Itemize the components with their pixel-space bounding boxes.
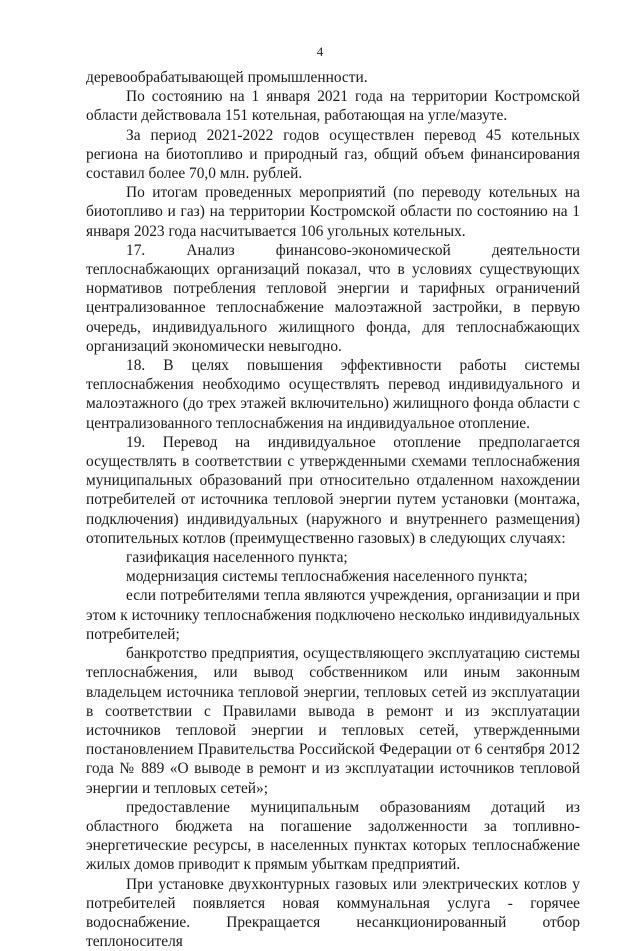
- page-number: 4: [316, 44, 324, 59]
- document-body: [86, 68, 580, 951]
- paragraph-item-18: 18. В целях повышения эффективности работы системы теплоснабжения необходимо осуществлять перевод индивидуального и малоэтажного (до трех этажей включительно) жилищного фонда области с централизованного теплоснабжения на индивидуальное отопление.: [86, 357, 580, 432]
- paragraph-item-19: 19. Перевод на индивидуальное отопление предполагается осуществлять в соответствии с утвержденными схемами теплоснабжения муниципальных образований при относительно отдаленном нахождении потребителей от источника тепловой энергии путем установки (монтажа, подключения) индивидуальных (наружного и внутреннего размещения) отопительных котлов (преимущественно газовых) в следующих случаях:: [86, 433, 580, 547]
- list-item-subsidies: предоставление муниципальным образованиям дотаций из областного бюджета на погашение задолженности за топливно-энергетические ресурсы, в населенных пунктах которых теплоснабжение жилых домов приводит к прямым убыткам предприятий.: [86, 798, 580, 874]
- list-item-institutions: если потребителями тепла являются учреждения, организации и при этом к источнику теплоснабжения подключено несколько индивидуальных потребителей;: [86, 587, 580, 643]
- paragraph-item-17: 17. Анализ финансово-экономической деятельности теплоснабжающих организаций показал, что в условиях существующих нормативов потребления тепловой энергии и тарифных ограничений централизованное теплоснабжение малоэтажной застройки, в первую очередь, индивидуального жилищного фонда, для теплоснабжающих организаций экономически невыгодно.: [86, 241, 580, 355]
- paragraph-double-circuit-boilers: При установке двухконтурных газовых или электрических котлов у потребителей появляется новая коммунальная услуга - горячее водоснабжение. Прекращается несанкционированный отбор теплоносителя: [86, 875, 580, 951]
- list-item-modernization: модернизация системы теплоснабжения населенного пункта;: [126, 568, 528, 586]
- paragraph-continuation: деревообрабатывающей промышленности.: [86, 69, 368, 86]
- paragraph-coal-boilers-2023: По итогам проведенных мероприятий (по переводу котельных на биотопливо и газ) на территории Костромской области по состоянию на 1 января 2023 года насчитывается 106 угольных котельных.: [86, 184, 580, 240]
- list-item-bankruptcy: банкротство предприятия, осуществляющего эксплуатацию системы теплоснабжения, или вывод собственником или иным законным владельцем источника тепловой энергии, тепловых сетей из эксплуатации в соответствии с Правилами вывода в ремонт и из эксплуатации источников тепловой энергии и тепловых сетей, утвержденными постановлением Правительства Российской Федерации от 6 сентября 2012 года № 889 «О выводе в ремонт и из эксплуатации источников тепловой энергии и тепловых сетей»;: [86, 645, 580, 797]
- list-item-gasification: газификация населенного пункта;: [126, 549, 348, 567]
- paragraph-conversion-2021-2022: За период 2021-2022 годов осуществлен перевод 45 котельных региона на биотопливо и природный газ, общий объем финансирования составил более 70,0 млн. рублей.: [86, 126, 580, 183]
- paragraph-coal-boilers-2021: По состоянию на 1 января 2021 года на территории Костромской области действовала 151 котельная, работающая на угле/мазуте.: [86, 88, 580, 125]
